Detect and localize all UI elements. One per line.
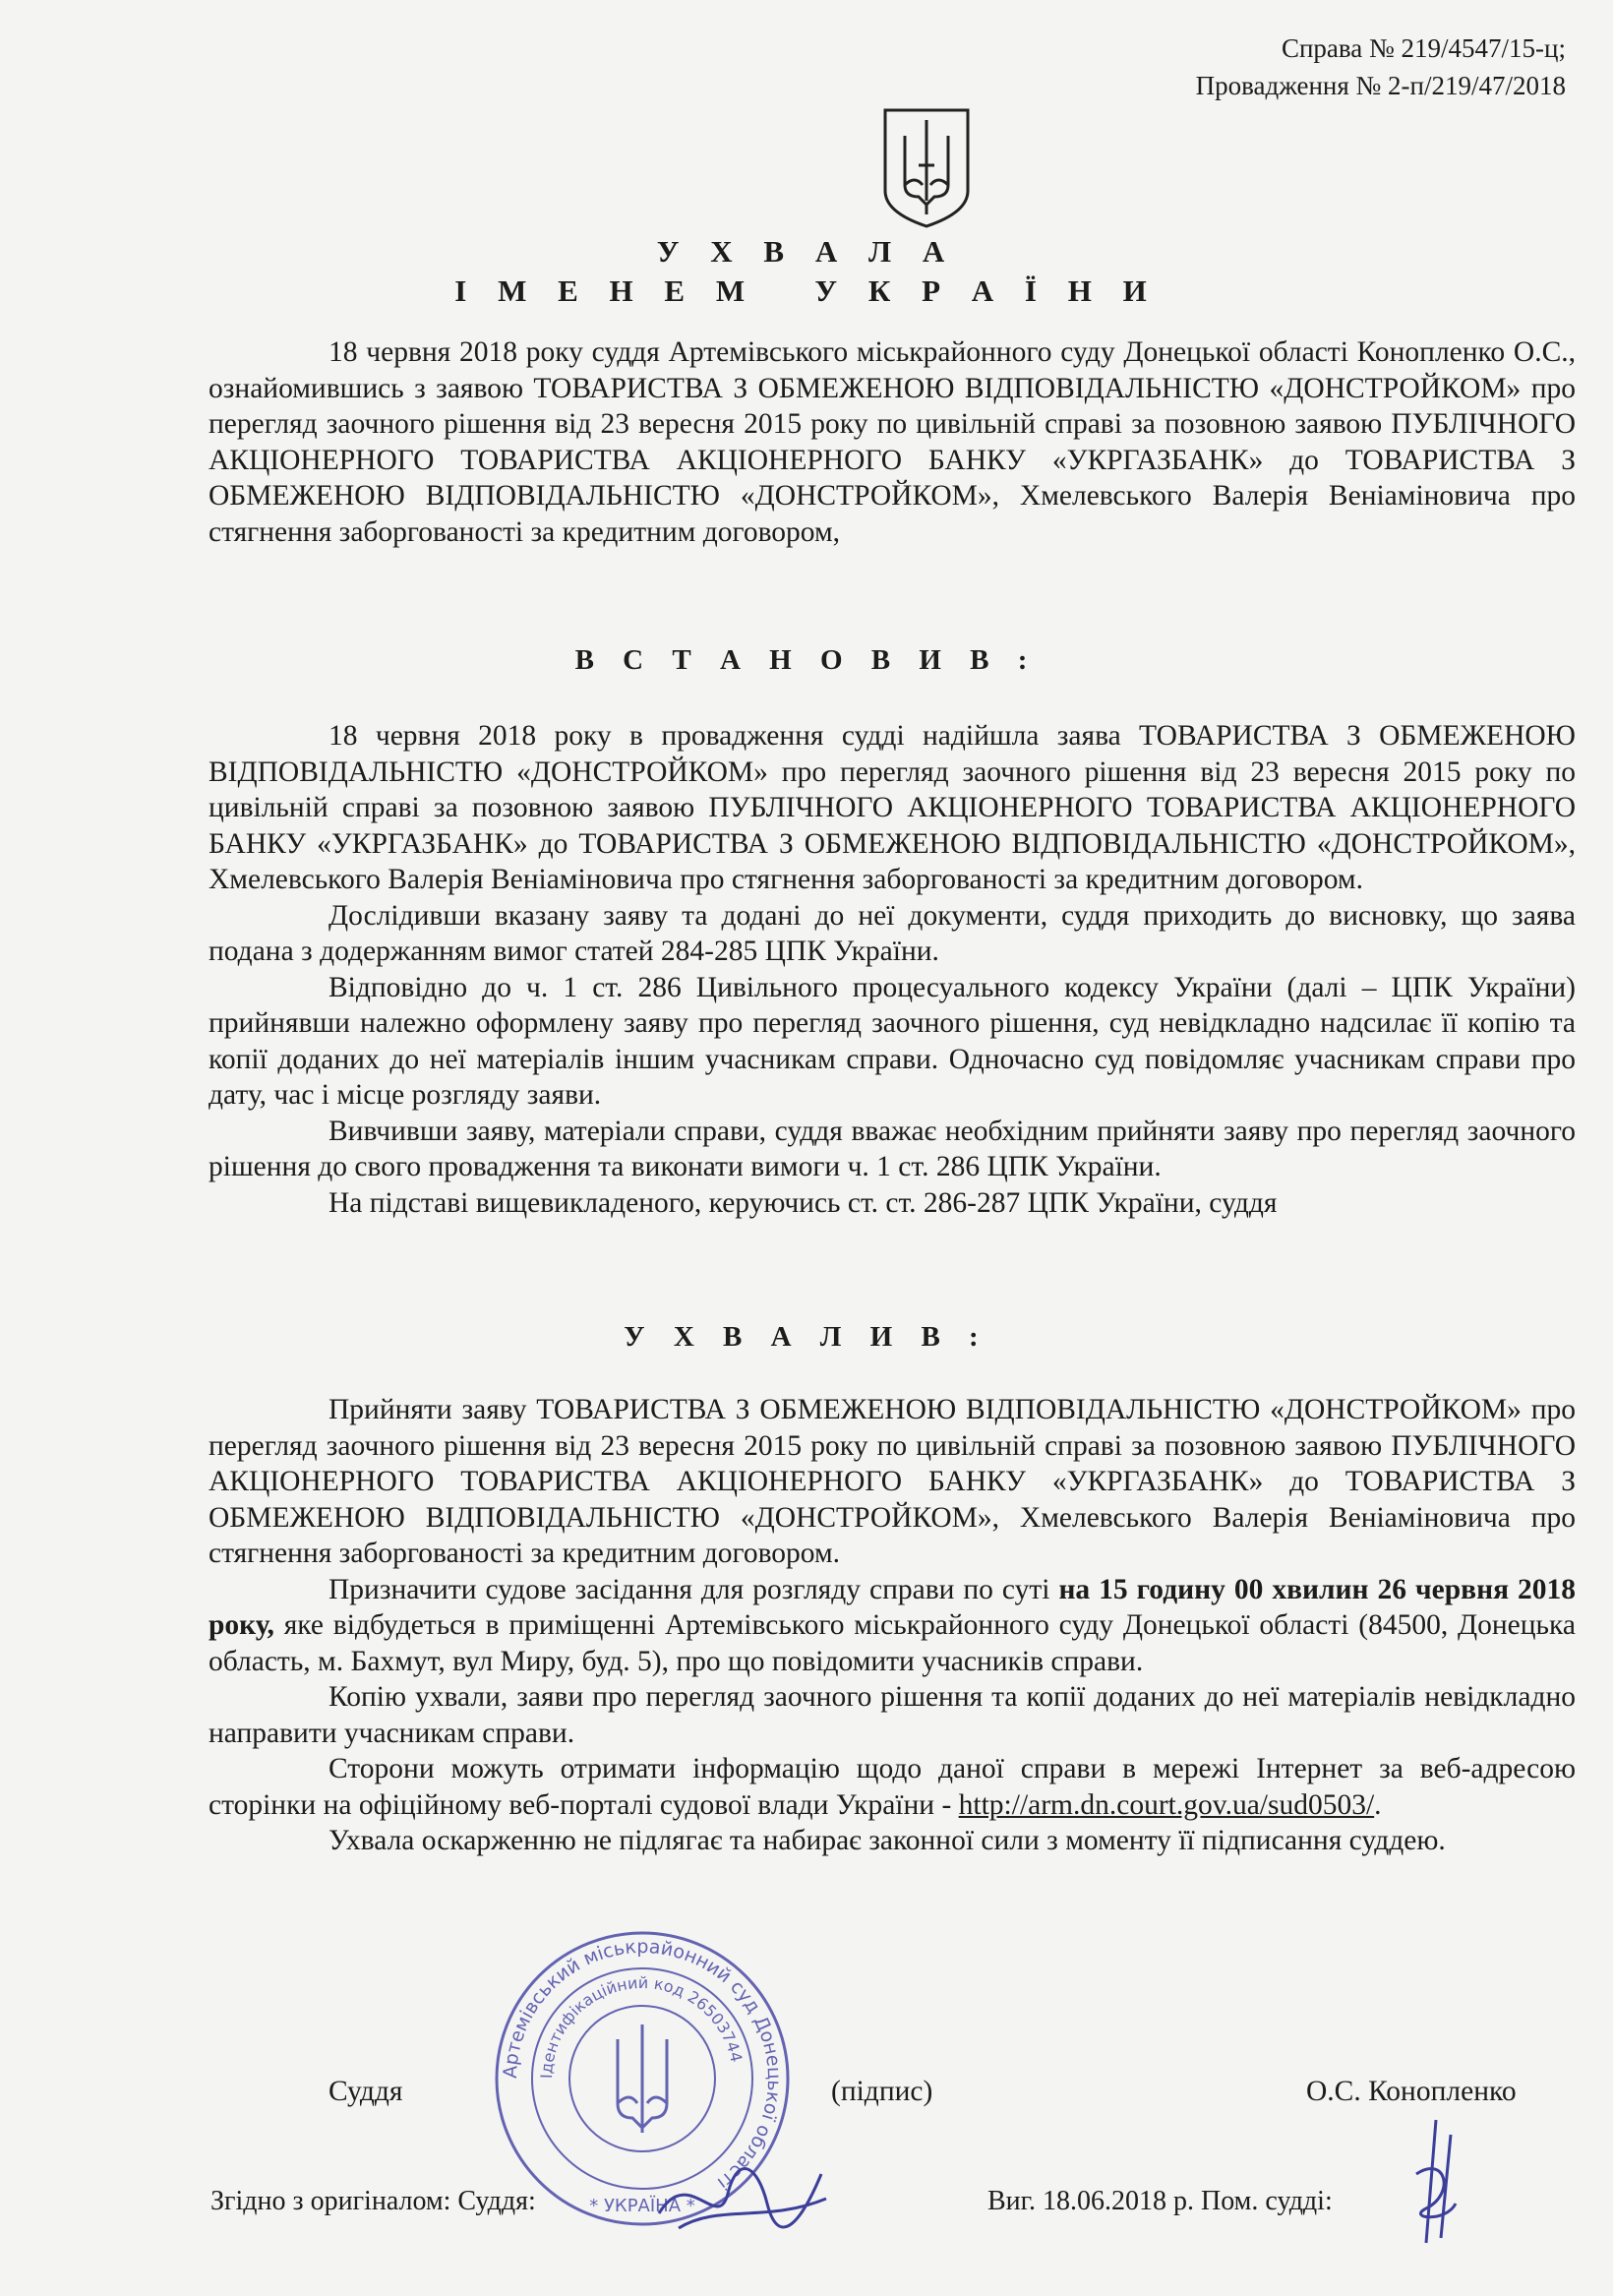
signature-note: (підпис): [831, 2076, 933, 2107]
hearing-date: на 15 годину 00 хвилин 26 червня 2018 року,: [209, 1573, 1577, 1641]
ruled-heading: У Х В А Л И В :: [624, 1321, 989, 1353]
intro-paragraph: 18 червня 2018 року суддя Артемівського міськрайонного суду Донецької області Конопленко О.С., ознайомившись з заявою ТОВАРИСТВА З ОБМЕЖЕНОЮ ВІДПОВІДАЛЬНІСТЮ «ДОНСТРОЙКОМ» про перегляд заочного рішення від 23 вересня 2015 року по цивільній справі за позовною заявою ПУБЛІЧНОГО АКЦІОНЕРНОГО ТОВАРИСТВА АКЦІОНЕРНОГО БАНКУ «УКРГАЗБАНК» до ТОВАРИСТВА З ОБМЕЖЕНОЮ ВІДПОВІДАЛЬНІСТЮ «ДОНСТРОЙКОМ», Хмелевського Валерія Веніаміновича про стягнення заборгованості за кредитним договором,: [209, 336, 1576, 548]
judge-signature: [649, 2145, 836, 2253]
established-paragraph: Вивчивши заяву, матеріали справи, суддя вважає необхідним прийняти заяву про перегляд заочного рішення до свого провадження та виконати вимоги ч. 1 ст. 286 ЦПК України.: [209, 1115, 1576, 1182]
ruled-paragraph-hearing: Призначити судове засідання для розгляду справи по суті на 15 годину 00 хвилин 26 червня 2018 року, яке відбудеться в приміщенні Артемівського міськрайонного суду Донецької області (84500, Донецька область, м. Бахмут, вул Миру, буд. 5), про що повідомити учасників справи.: [209, 1573, 1577, 1677]
proceeding-number: Провадження № 2-п/219/47/2018: [1195, 71, 1566, 100]
ruled-paragraph-accept: Прийняти заяву ТОВАРИСТВА З ОБМЕЖЕНОЮ ВІДПОВІДАЛЬНІСТЮ «ДОНСТРОЙКОМ» про перегляд заочного рішення від 23 вересня 2015 року по цивільній справі за позовною заявою ПУБЛІЧНОГО АКЦІОНЕРНОГО ТОВАРИСТВА АКЦІОНЕРНОГО БАНКУ «УКРГАЗБАНК» до ТОВАРИСТВА З ОБМЕЖЕНОЮ ВІДПОВІДАЛЬНІСТЮ «ДОНСТРОЙКОМ», Хмелевського Валерія Веніаміновича про стягнення заборгованості за кредитним договором.: [209, 1394, 1576, 1569]
case-header: [1196, 30, 1566, 104]
established-paragraph: Відповідно до ч. 1 ст. 286 Цивільного процесуального кодексу України (далі – ЦПК України) прийнявши належно оформлену заяву про перегляд заочного рішення, суд невідкладно надсилає її копію та копії доданих до неї матеріалів іншим учасникам справи. Одночасно суд повідомляє учасникам справи про дату, час і місце розгляду заяви.: [209, 971, 1576, 1111]
ruled-paragraph-info: Сторони можуть отримати інформацію щодо даної справи в мережі Інтернет за веб-адресою сторінки на офіційному веб-порталі судової влади України - http://arm.dn.court.gov.ua/sud0503/.: [209, 1753, 1576, 1821]
intro-block: [209, 334, 1576, 550]
footer-copy-note: Згідно з оригіналом: Суддя:: [210, 2186, 536, 2216]
established-block: [209, 718, 1576, 1221]
case-number: Справа № 219/4547/15-ц;: [1281, 33, 1566, 63]
established-heading: В С Т А Н О В И В :: [574, 644, 1039, 676]
established-paragraph: 18 червня 2018 року в провадження судді надійшла заява ТОВАРИСТВА З ОБМЕЖЕНОЮ ВІДПОВІДАЛЬНІСТЮ «ДОНСТРОЙКОМ» про перегляд заочного рішення від 23 вересня 2015 року по цивільній справі за позовною заявою ПУБЛІЧНОГО АКЦІОНЕРНОГО ТОВАРИСТВА АКЦІОНЕРНОГО БАНКУ «УКРГАЗБАНК» до ТОВАРИСТВА З ОБМЕЖЕНОЮ ВІДПОВІДАЛЬНІСТЮ «ДОНСТРОЙКОМ», Хмелевського Валерія Веніаміновича про стягнення заборгованості за кредитним договором.: [209, 720, 1576, 895]
stamp-inner-text: Ідентифікаційний код 26503744: [536, 1972, 747, 2080]
assistant-signature: [1397, 2115, 1475, 2253]
stamp-bottom-text: * УКРАЇНА *: [589, 2196, 695, 2216]
footer-issued-note: Виг. 18.06.2018 р. Пом. судді:: [987, 2186, 1333, 2216]
ruled-paragraph-copy: Копію ухвали, заяви про перегляд заочного рішення та копії доданих до неї матеріалів невідкладно направити учасникам справи.: [209, 1681, 1576, 1749]
document-title: У Х В А Л А: [656, 234, 957, 269]
established-paragraph: Дослідивши вказану заяву та додані до неї документи, суддя приходить до висновку, що заява подана з додержанням вимог статей 284-285 ЦПК України.: [209, 899, 1576, 967]
ruled-block: [209, 1392, 1576, 1859]
judge-name: О.С. Конопленко: [1306, 2076, 1517, 2107]
ruled-paragraph-appeal: Ухвала оскарженню не підлягає та набирає законної сили з моменту її підписання суддею.: [329, 1825, 1446, 1856]
stamp-outer-text: Артемівський міськрайонний суд Донецької області: [499, 1935, 786, 2195]
judge-label: Суддя: [329, 2076, 403, 2107]
court-portal-link[interactable]: http://arm.dn.court.gov.ua/sud0503/: [958, 1788, 1375, 1821]
document-subtitle: І М Е Н Е М У К Р А Ї Н И: [454, 273, 1159, 308]
established-paragraph: На підставі вищевикладеного, керуючись ст. ст. 286-287 ЦПК України, суддя: [329, 1186, 1278, 1219]
coat-of-arms-icon: [879, 106, 974, 230]
